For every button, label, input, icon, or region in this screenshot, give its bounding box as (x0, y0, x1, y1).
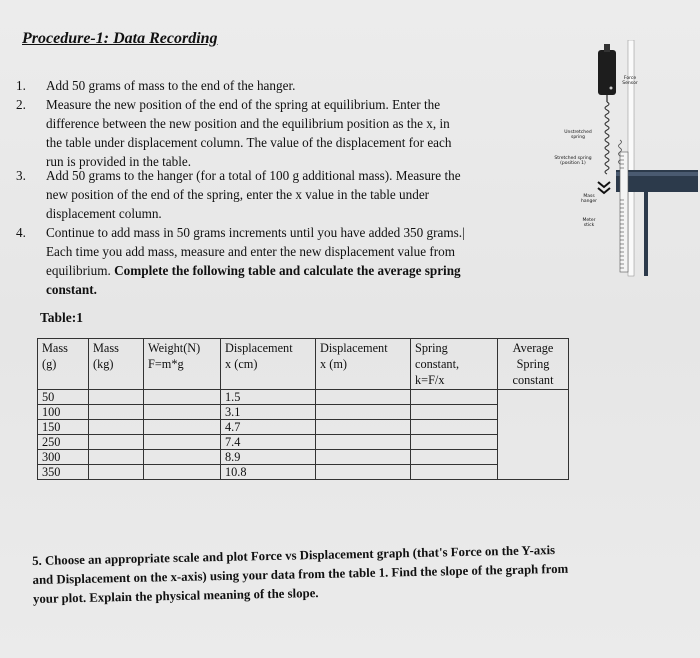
question-line: and Displacement on the x-axis) using your data from the table 1. Find the slope of the graph from (32, 561, 569, 587)
cell-spring-constant (411, 420, 498, 435)
table-row (38, 465, 569, 480)
step-text-bold: Complete the following table and calculate the average spring (114, 263, 461, 278)
cell-weight (144, 390, 221, 405)
cell-displacement-cm: 3.1 (221, 405, 316, 420)
cell-mass-g: 50 (38, 390, 89, 405)
cell-mass-kg (89, 405, 144, 420)
step-number: 1. (16, 78, 26, 93)
table-header-row (38, 339, 569, 390)
step-line: Add 50 grams to the hanger (for a total of 100 g additional mass). Measure the (46, 168, 461, 183)
cell-mass-g: 150 (38, 420, 89, 435)
step-line (46, 261, 546, 280)
unstretched-label: Unstretched spring (564, 130, 592, 140)
step-line: Each time you add mass, measure and enter the new displacement value from (46, 244, 456, 259)
stand-support (644, 192, 648, 276)
step-text (46, 166, 546, 223)
header-mass-kg: Mass (kg) (89, 339, 144, 390)
step-number: 2. (16, 97, 26, 112)
cell-spring-constant (411, 435, 498, 450)
cell-displacement-cm: 10.8 (221, 465, 316, 480)
cell-displacement-m (316, 420, 411, 435)
step-line: Continue to add mass in 50 grams increments until you have added 350 grams.| (46, 225, 465, 240)
cell-mass-kg (89, 465, 144, 480)
step-text (46, 76, 546, 95)
cell-displacement-cm: 7.4 (221, 435, 316, 450)
step-number: 3. (16, 168, 26, 183)
cell-mass-g: 300 (38, 450, 89, 465)
cell-spring-constant (411, 450, 498, 465)
step-line: difference between the new position and the equilibrium position as the x, in (46, 116, 450, 131)
step-text-plain: equilibrium. (46, 263, 111, 278)
cell-displacement-cm: 8.9 (221, 450, 316, 465)
force-sensor-body (598, 50, 616, 95)
cell-spring-constant (411, 390, 498, 405)
step-line: new position of the end of the spring, enter the x value in the table under (46, 187, 430, 202)
cell-weight (144, 450, 221, 465)
cell-weight (144, 405, 221, 420)
page-title: Procedure-1: Data Recording (22, 30, 218, 47)
step-line: Measure the new position of the end of the spring at equilibrium. Enter the (46, 97, 441, 112)
cell-mass-kg (89, 450, 144, 465)
table-label: Table:1 (40, 310, 84, 325)
cell-mass-kg (89, 420, 144, 435)
question-line: your plot. Explain the physical meaning of the slope. (32, 586, 319, 606)
cell-mass-kg (89, 435, 144, 450)
mass-hanger (598, 188, 610, 193)
step-line: Add 50 grams of mass to the end of the hanger. (46, 78, 296, 93)
step-number: 4. (16, 225, 26, 240)
table-row (38, 405, 569, 420)
table-row (38, 390, 569, 405)
cell-mass-g: 350 (38, 465, 89, 480)
cell-displacement-m (316, 435, 411, 450)
cell-displacement-cm: 1.5 (221, 390, 316, 405)
question-line: 5. Choose an appropriate scale and plot Force vs Displacement graph (that's Force on the Y-axis (32, 543, 556, 568)
mass-hanger (598, 182, 610, 187)
header-spring-constant: Spring constant, k=F/x (411, 339, 498, 390)
table-row (38, 435, 569, 450)
header-weight: Weight(N) F=m*g (144, 339, 221, 390)
step-line-bold: constant. (46, 282, 97, 297)
meter-stick-label: Meter stick (582, 218, 596, 228)
header-mass-g: Mass (g) (38, 339, 89, 390)
mass-hanger-label: Mass hanger (581, 194, 597, 204)
step-text (46, 95, 546, 171)
cell-displacement-m (316, 450, 411, 465)
data-table (37, 338, 569, 480)
cell-displacement-m (316, 465, 411, 480)
header-displacement-m: Displacement x (m) (316, 339, 411, 390)
cell-spring-constant (411, 465, 498, 480)
step-line: run is provided in the table. (46, 154, 192, 169)
spring (605, 102, 609, 174)
header-average-spring-constant: Average Spring constant (498, 339, 569, 390)
step-text (46, 223, 546, 299)
cell-average-spring-constant (498, 390, 569, 480)
table-row (38, 450, 569, 465)
cell-displacement-m (316, 390, 411, 405)
cell-displacement-m (316, 405, 411, 420)
cell-weight (144, 435, 221, 450)
cell-displacement-cm: 4.7 (221, 420, 316, 435)
step-line: the table under displacement column. The value of the displacement for each (46, 135, 452, 150)
cell-spring-constant (411, 405, 498, 420)
question-5 (32, 539, 633, 609)
force-sensor-label: Force Sensor (622, 76, 638, 86)
force-sensor-cap (604, 44, 610, 52)
stretched-label: Stretched spring (position 1) (554, 156, 592, 166)
step-line: displacement column. (46, 206, 162, 221)
cell-mass-g: 100 (38, 405, 89, 420)
cell-mass-kg (89, 390, 144, 405)
spring-apparatus-figure (540, 40, 700, 280)
sensor-light (610, 87, 613, 90)
header-displacement-cm: Displacement x (cm) (221, 339, 316, 390)
cell-weight (144, 465, 221, 480)
cell-mass-g: 250 (38, 435, 89, 450)
cell-weight (144, 420, 221, 435)
table-row (38, 420, 569, 435)
